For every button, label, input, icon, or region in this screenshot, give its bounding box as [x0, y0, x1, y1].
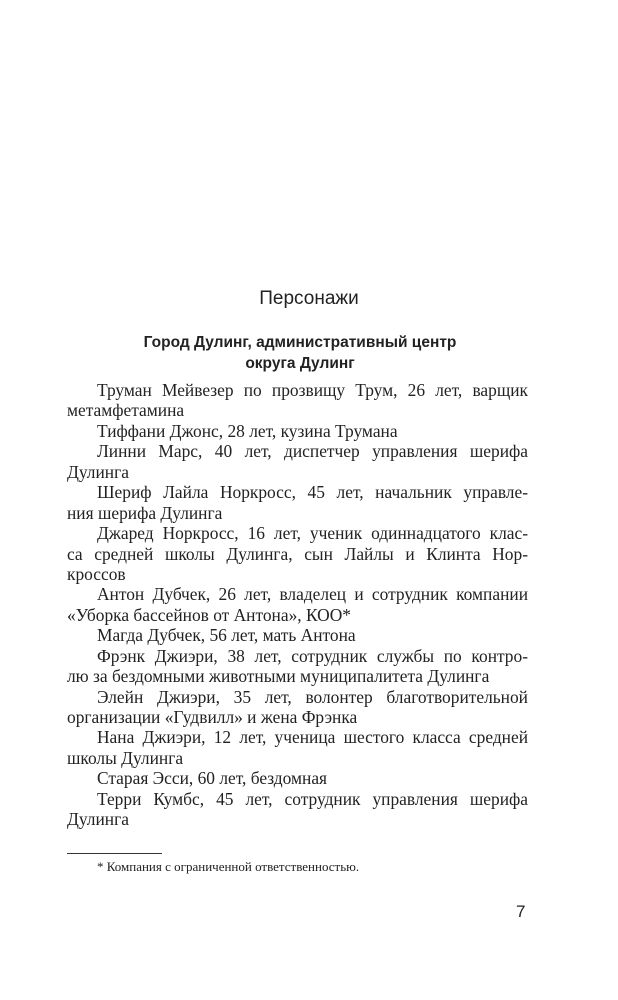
character-entry [67, 646, 528, 687]
character-entry [67, 687, 528, 728]
text-line: Нана Джиэри, 12 лет, ученица шестого класса средней [97, 727, 528, 748]
text-line: Магда Дубчек, 56 лет, мать Антона [97, 625, 356, 646]
subsection-heading-line: округа Дулинг [245, 355, 355, 372]
footnote: * Компания с ограниченной ответственностью. [97, 859, 360, 874]
text-line: метамфетамина [67, 400, 185, 421]
character-entry [67, 727, 528, 768]
character-entry [67, 380, 528, 421]
character-entry [67, 625, 528, 645]
footnote-divider [67, 853, 162, 854]
text-line: школы Дулинга [67, 747, 184, 768]
text-line: Джаред Норкросс, 16 лет, ученик одиннадцатого клас- [97, 523, 528, 544]
text-line: «Уборка бассейнов от Антона», КОО* [67, 604, 351, 625]
character-entry [67, 421, 528, 441]
text-line: Шериф Лайла Норкросс, 45 лет, начальник управле- [97, 482, 528, 503]
text-line: Терри Кумбс, 45 лет, сотрудник управления шерифа [97, 788, 528, 809]
character-list [67, 380, 528, 830]
text-line: Труман Мейвезер по прозвищу Трум, 26 лет, варщик [97, 380, 528, 400]
character-entry [67, 482, 528, 523]
text-line: Дулинга [67, 461, 129, 482]
text-line: Антон Дубчек, 26 лет, владелец и сотрудник компании [97, 584, 528, 605]
character-entry [67, 441, 528, 482]
text-line: Фрэнк Джиэри, 38 лет, сотрудник службы по контро- [97, 645, 528, 666]
subsection-heading-line: Город Дулинг, административный центр [143, 334, 457, 351]
text-line: организации «Гудвилл» и жена Фрэнка [67, 707, 358, 727]
text-line: лю за бездомными животными муниципалитета Дулинга [67, 666, 490, 687]
section-title: Персонажи [259, 288, 359, 309]
text-line: са средней школы Дулинга, сын Лайлы и Клинта Нор- [67, 543, 528, 564]
text-line: ния шерифа Дулинга [67, 502, 223, 523]
page-number: 7 [516, 902, 526, 921]
subsection-heading [60, 332, 540, 374]
text-line: кроссов [67, 563, 126, 584]
text-line: Тиффани Джонс, 28 лет, кузина Трумана [97, 420, 398, 441]
text-line: Старая Эсси, 60 лет, бездомная [97, 768, 328, 789]
character-entry [67, 584, 528, 625]
text-line: Дулинга [67, 809, 129, 830]
character-entry [67, 789, 528, 830]
text-line: Элейн Джиэри, 35 лет, волонтер благотворительной [97, 686, 528, 707]
character-entry [67, 768, 528, 788]
text-line: Линни Марс, 40 лет, диспетчер управления шерифа [97, 441, 528, 462]
character-entry [67, 523, 528, 584]
